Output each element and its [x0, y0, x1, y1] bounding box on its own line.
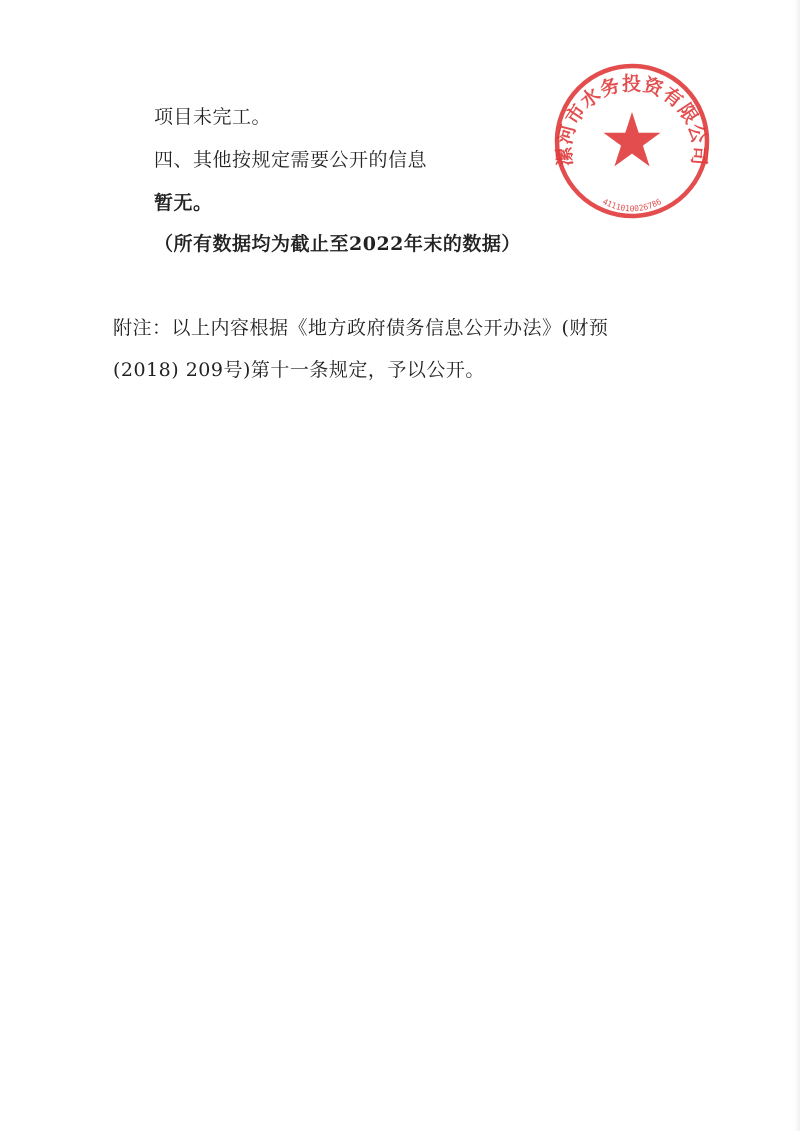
data-cutoff-note: （所有数据均为截止至2022年末的数据） — [154, 233, 521, 255]
section-heading-other-info: 四、其他按规定需要公开的信息 — [154, 149, 428, 171]
scan-edge — [794, 0, 800, 1131]
footnote-line-1: 附注：以上内容根据《地方政府债务信息公开办法》(财预 — [113, 317, 609, 339]
body-line-none: 暂无。 — [154, 192, 213, 214]
seal-star-icon — [604, 112, 661, 166]
svg-text:4111010026786: 4111010026786 — [601, 197, 663, 214]
body-line-project-status: 项目未完工。 — [154, 106, 272, 128]
footnote-line-2: (2018) 209号)第十一条规定，予以公开。 — [113, 359, 485, 381]
company-seal-stamp — [553, 62, 711, 220]
svg-text:漯河市水务投资有限公司: 漯河市水务投资有限公司 — [553, 72, 711, 167]
